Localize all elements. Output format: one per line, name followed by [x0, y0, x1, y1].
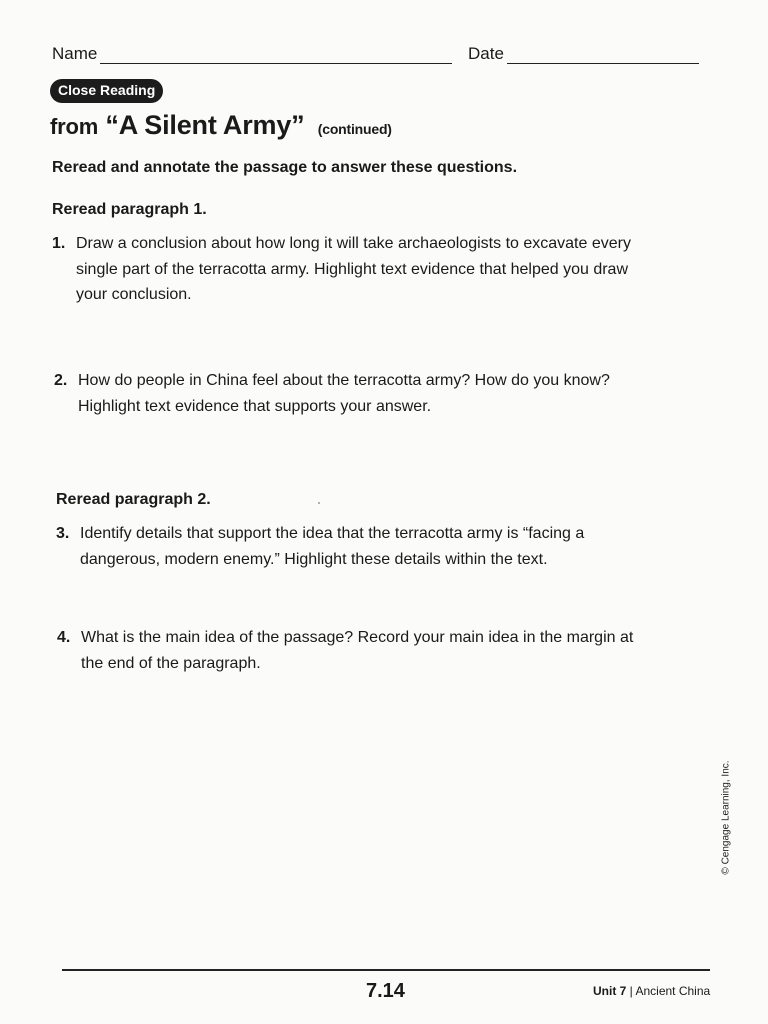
title-continued: (continued) [317, 121, 392, 137]
date-field [468, 44, 699, 64]
unit-title: Ancient China [635, 984, 711, 998]
question-number: 2. [54, 372, 68, 389]
unit-separator: | [626, 984, 636, 998]
question-1 [52, 231, 652, 308]
date-label: Date [468, 44, 504, 63]
name-line[interactable] [100, 47, 452, 64]
question-text: What is the main idea of the passage? Record your main idea in the margin at the end of the paragraph. [81, 629, 634, 672]
close-reading-badge: Close Reading [50, 79, 163, 103]
unit-number: Unit 7 [593, 984, 627, 998]
unit-label [593, 984, 710, 998]
question-number: 3. [56, 525, 70, 542]
title-main: “A Silent Army” [105, 110, 305, 140]
question-4 [57, 625, 657, 676]
question-text: How do people in China feel about the terracotta army? How do you know? Highlight text evidence that supports your answer. [78, 372, 610, 415]
name-field [52, 44, 452, 64]
question-number: 1. [52, 235, 66, 252]
question-text: Identify details that support the idea that the terracotta army is “facing a dangerous, modern enemy.” Highlight these details within the text. [80, 525, 585, 568]
question-text: Draw a conclusion about how long it will take archaeologists to excavate every single part of the terracotta army. Highlight text evidence that helped you draw your conclusion. [76, 235, 631, 303]
question-2 [54, 368, 654, 419]
speck [318, 502, 320, 504]
instructions: Reread and annotate the passage to answer these questions. [52, 159, 518, 176]
date-line[interactable] [507, 47, 699, 64]
question-number: 4. [57, 629, 71, 646]
page-title [50, 110, 392, 141]
question-3 [56, 521, 656, 572]
title-from: from [50, 114, 99, 139]
copyright-notice: © Cengage Learning, Inc. [720, 760, 732, 875]
section-heading-2: Reread paragraph 2. [56, 491, 211, 508]
footer-divider [62, 969, 710, 971]
page-number: 7.14 [366, 980, 405, 1002]
name-label: Name [52, 44, 98, 63]
section-heading-1: Reread paragraph 1. [52, 201, 207, 218]
